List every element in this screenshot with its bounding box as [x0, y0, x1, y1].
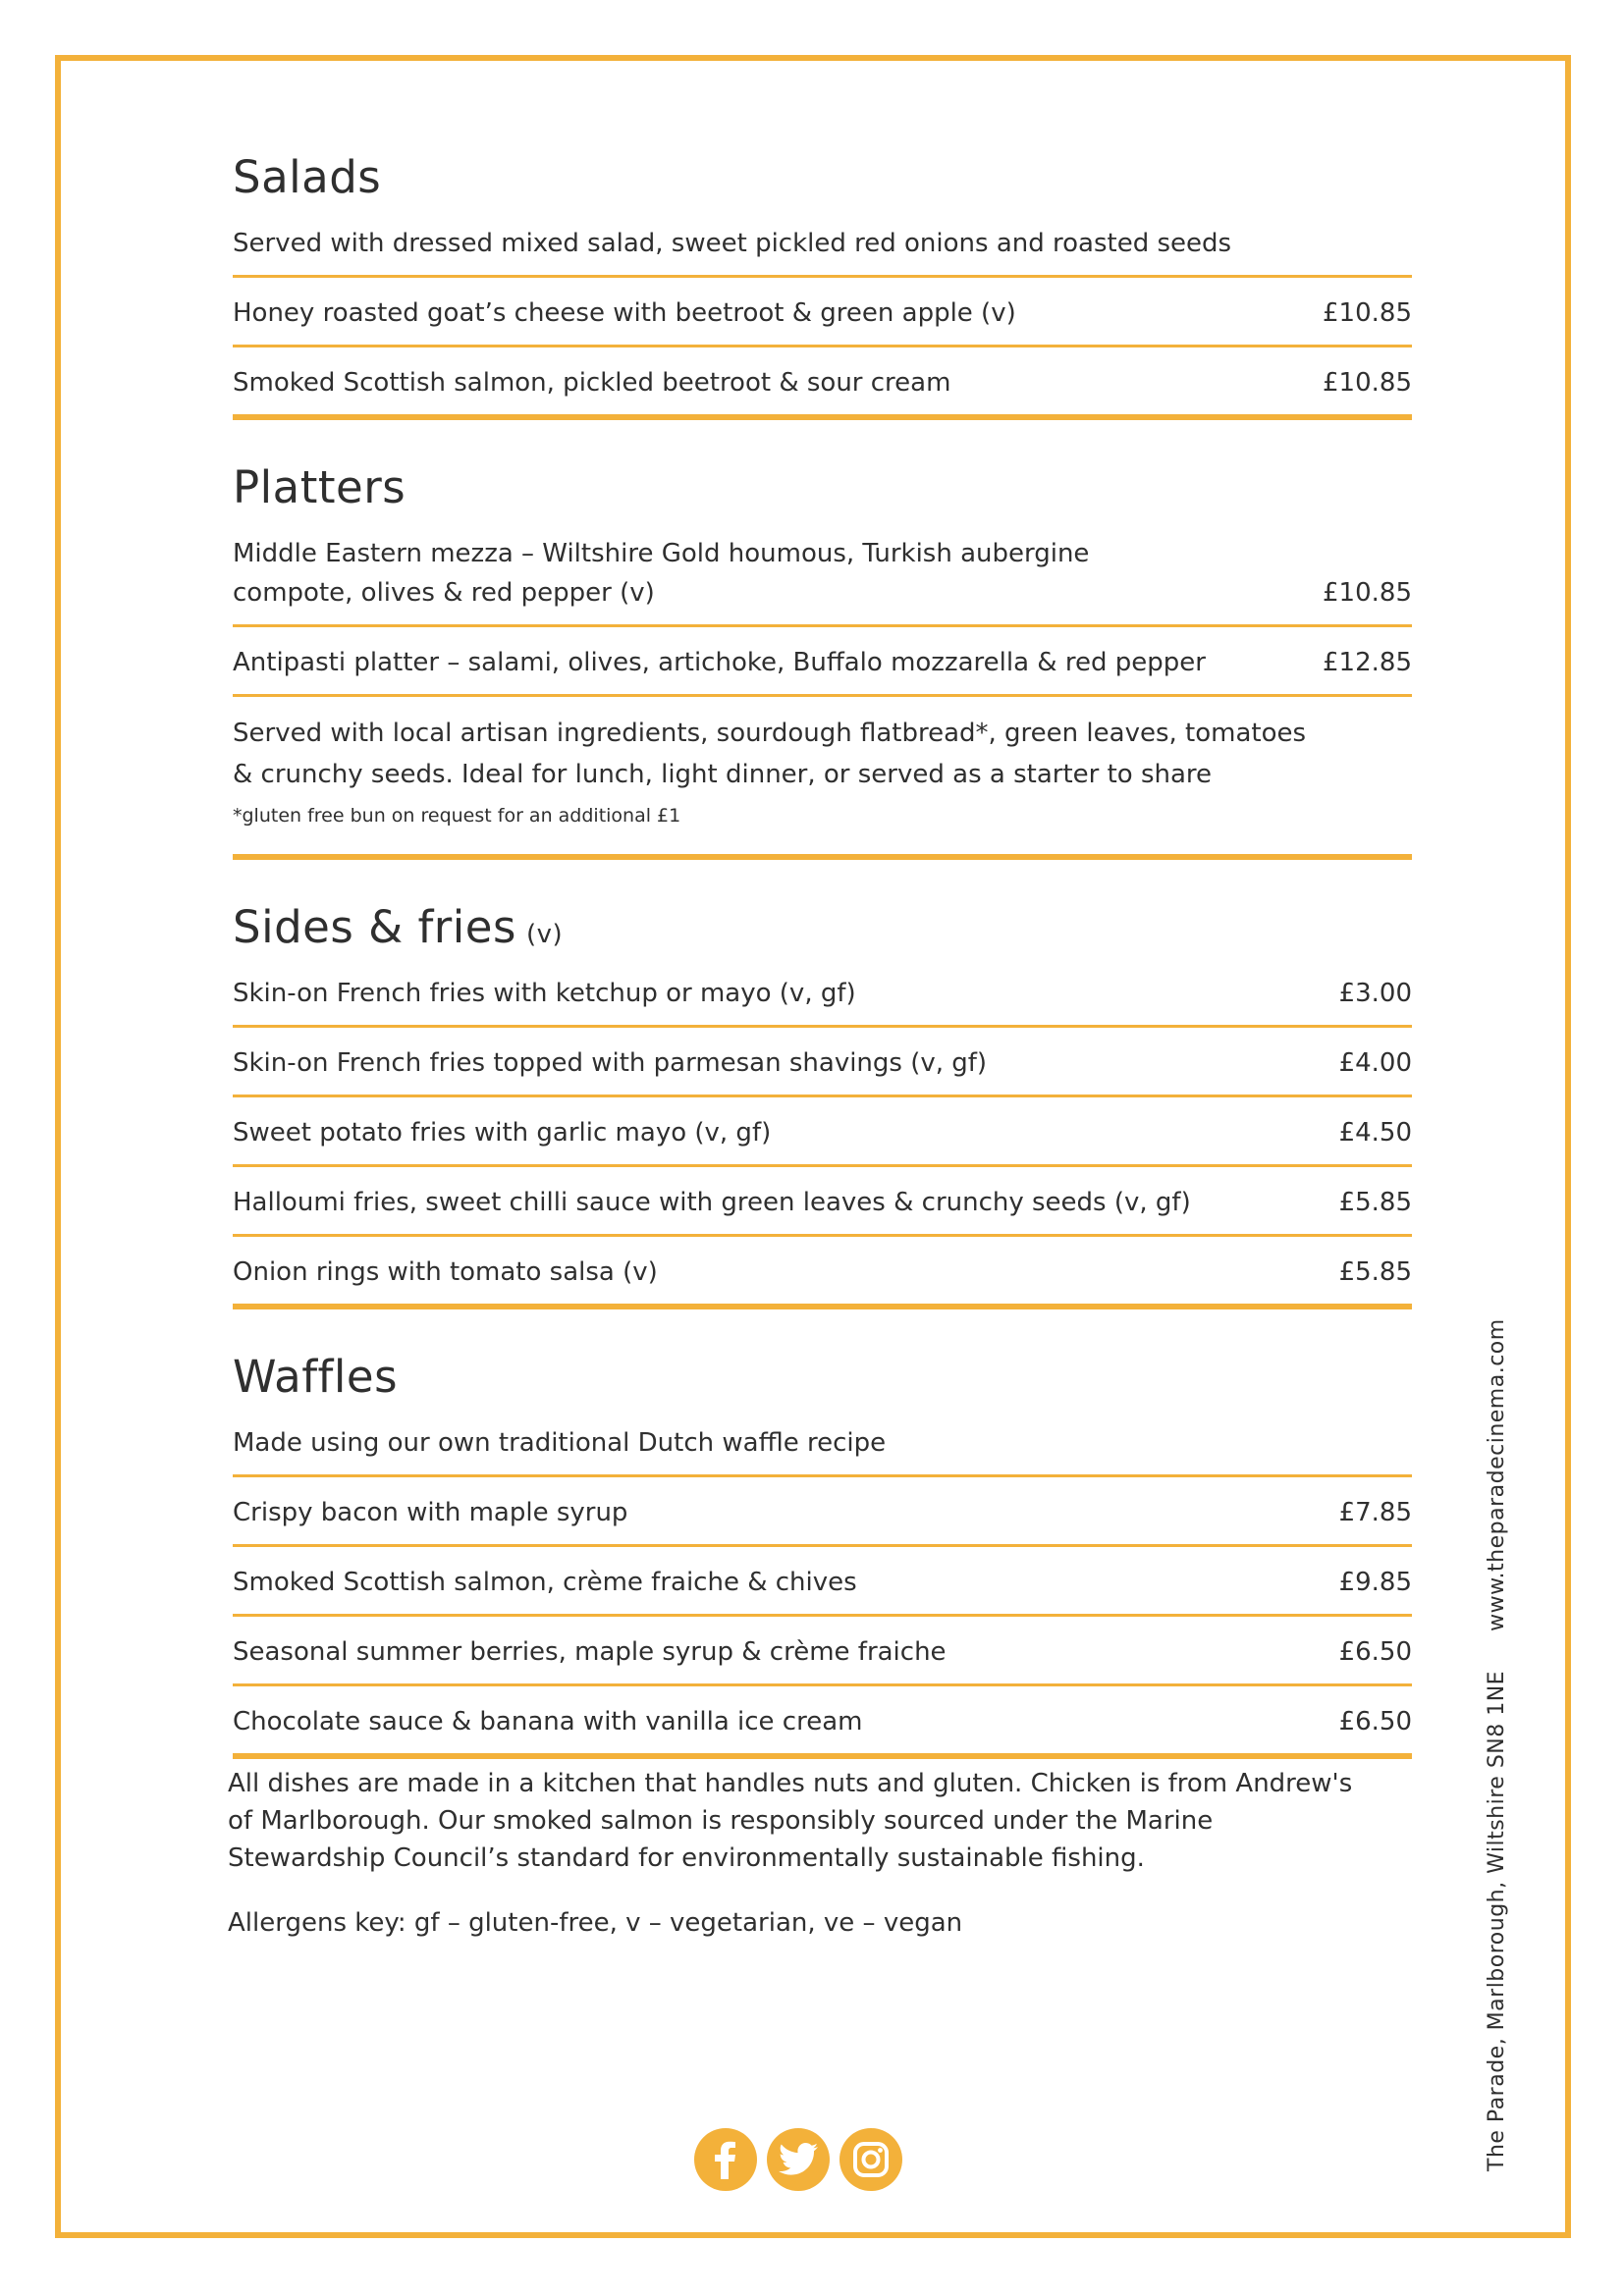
allergy-line: Stewardship Council’s standard for environmentally sustainable fishing.: [228, 1843, 1145, 1873]
allergy-notice: [228, 1765, 1426, 1877]
menu-content: [233, 147, 1412, 1759]
item-price: £5.85: [1338, 1257, 1412, 1287]
twitter-link[interactable]: [767, 2128, 830, 2191]
item-price: £9.85: [1338, 1568, 1412, 1597]
section-title-sides: [233, 897, 1412, 958]
item-price: £5.85: [1338, 1188, 1412, 1217]
menu-item: [233, 1028, 1412, 1097]
item-name: Seasonal summer berries, maple syrup & crème fraiche: [233, 1637, 947, 1667]
social-links: [694, 2128, 902, 2191]
section-title-platters: Platters: [233, 461, 406, 513]
item-price: £10.85: [1323, 298, 1412, 328]
item-name-line: compote, olives & red pepper (v): [233, 578, 655, 608]
platters-note: [233, 697, 1412, 860]
item-name-line: Middle Eastern mezza – Wiltshire Gold houmous, Turkish aubergine: [233, 539, 1090, 568]
twitter-icon: [779, 2143, 818, 2176]
section-title-text: Sides & fries: [233, 901, 516, 953]
vegetarian-tag: (v): [525, 920, 564, 949]
menu-item: [233, 627, 1412, 697]
website-link[interactable]: www.theparadecinema.com: [1485, 1318, 1509, 1631]
facebook-link[interactable]: [694, 2128, 757, 2191]
address: The Parade, Marlborough, Wiltshire SN8 1NE: [1485, 1670, 1509, 2171]
salads-subtitle: Served with dressed mixed salad, sweet pickled red onions and roasted seeds: [233, 208, 1412, 278]
item-price: £10.85: [1323, 368, 1412, 398]
allergy-line: of Marlborough. Our smoked salmon is responsibly sourced under the Marine: [228, 1806, 1214, 1836]
section-platters: [233, 457, 1412, 860]
instagram-link[interactable]: [839, 2128, 902, 2191]
item-price: £6.50: [1338, 1707, 1412, 1736]
section-title-waffles: Waffles: [233, 1351, 399, 1403]
item-name: [233, 534, 1323, 613]
item-name: Halloumi fries, sweet chilli sauce with green leaves & crunchy seeds (v, gf): [233, 1188, 1191, 1217]
menu-item: [233, 1167, 1412, 1237]
item-name: Honey roasted goat’s cheese with beetroot & green apple (v): [233, 298, 1016, 328]
item-name: Onion rings with tomato salsa (v): [233, 1257, 658, 1287]
item-name: Smoked Scottish salmon, pickled beetroot & sour cream: [233, 368, 951, 398]
item-price: £10.85: [1323, 578, 1412, 608]
menu-item: [233, 278, 1412, 347]
menu-item: [233, 347, 1412, 420]
platters-note-line: Served with local artisan ingredients, sourdough flatbread*, green leaves, tomatoes: [233, 719, 1307, 748]
menu-item: [233, 1686, 1412, 1759]
section-sides: [233, 897, 1412, 1309]
waffles-subtitle: Made using our own traditional Dutch waffle recipe: [233, 1408, 1412, 1477]
section-title-salads: Salads: [233, 151, 382, 203]
section-waffles: [233, 1347, 1412, 1759]
section-salads: [233, 147, 1412, 420]
menu-item: [233, 1547, 1412, 1617]
item-price: £6.50: [1338, 1637, 1412, 1667]
item-name: Crispy bacon with maple syrup: [233, 1498, 628, 1527]
item-price: £7.85: [1338, 1498, 1412, 1527]
item-price: £12.85: [1323, 648, 1412, 677]
menu-item: [233, 518, 1412, 627]
allergy-line: All dishes are made in a kitchen that handles nuts and gluten. Chicken is from Andrew's: [228, 1769, 1353, 1798]
menu-item: [233, 1617, 1412, 1686]
item-price: £4.00: [1338, 1048, 1412, 1078]
item-price: £3.00: [1338, 979, 1412, 1008]
allergens-key: Allergens key: gf – gluten-free, v – vegetarian, ve – vegan: [228, 1908, 963, 1938]
item-name: Chocolate sauce & banana with vanilla ice cream: [233, 1707, 863, 1736]
item-price: £4.50: [1338, 1118, 1412, 1148]
facebook-icon: [709, 2140, 742, 2179]
item-name: Smoked Scottish salmon, crème fraiche & chives: [233, 1568, 857, 1597]
instagram-icon: [852, 2141, 890, 2178]
side-info: [1485, 1288, 1509, 2171]
item-name: Antipasti platter – salami, olives, artichoke, Buffalo mozzarella & red pepper: [233, 648, 1206, 677]
footer-notes: [228, 1765, 1426, 1969]
menu-item: [233, 958, 1412, 1028]
menu-item: [233, 1477, 1412, 1547]
menu-item: [233, 1097, 1412, 1167]
item-name: Skin-on French fries topped with parmesan shavings (v, gf): [233, 1048, 988, 1078]
item-name: Sweet potato fries with garlic mayo (v, gf): [233, 1118, 772, 1148]
menu-item: [233, 1237, 1412, 1309]
platters-note-line: & crunchy seeds. Ideal for lunch, light dinner, or served as a starter to share: [233, 760, 1213, 789]
item-name: Skin-on French fries with ketchup or mayo (v, gf): [233, 979, 856, 1008]
platters-footnote: *gluten free bun on request for an additional £1: [233, 805, 681, 827]
